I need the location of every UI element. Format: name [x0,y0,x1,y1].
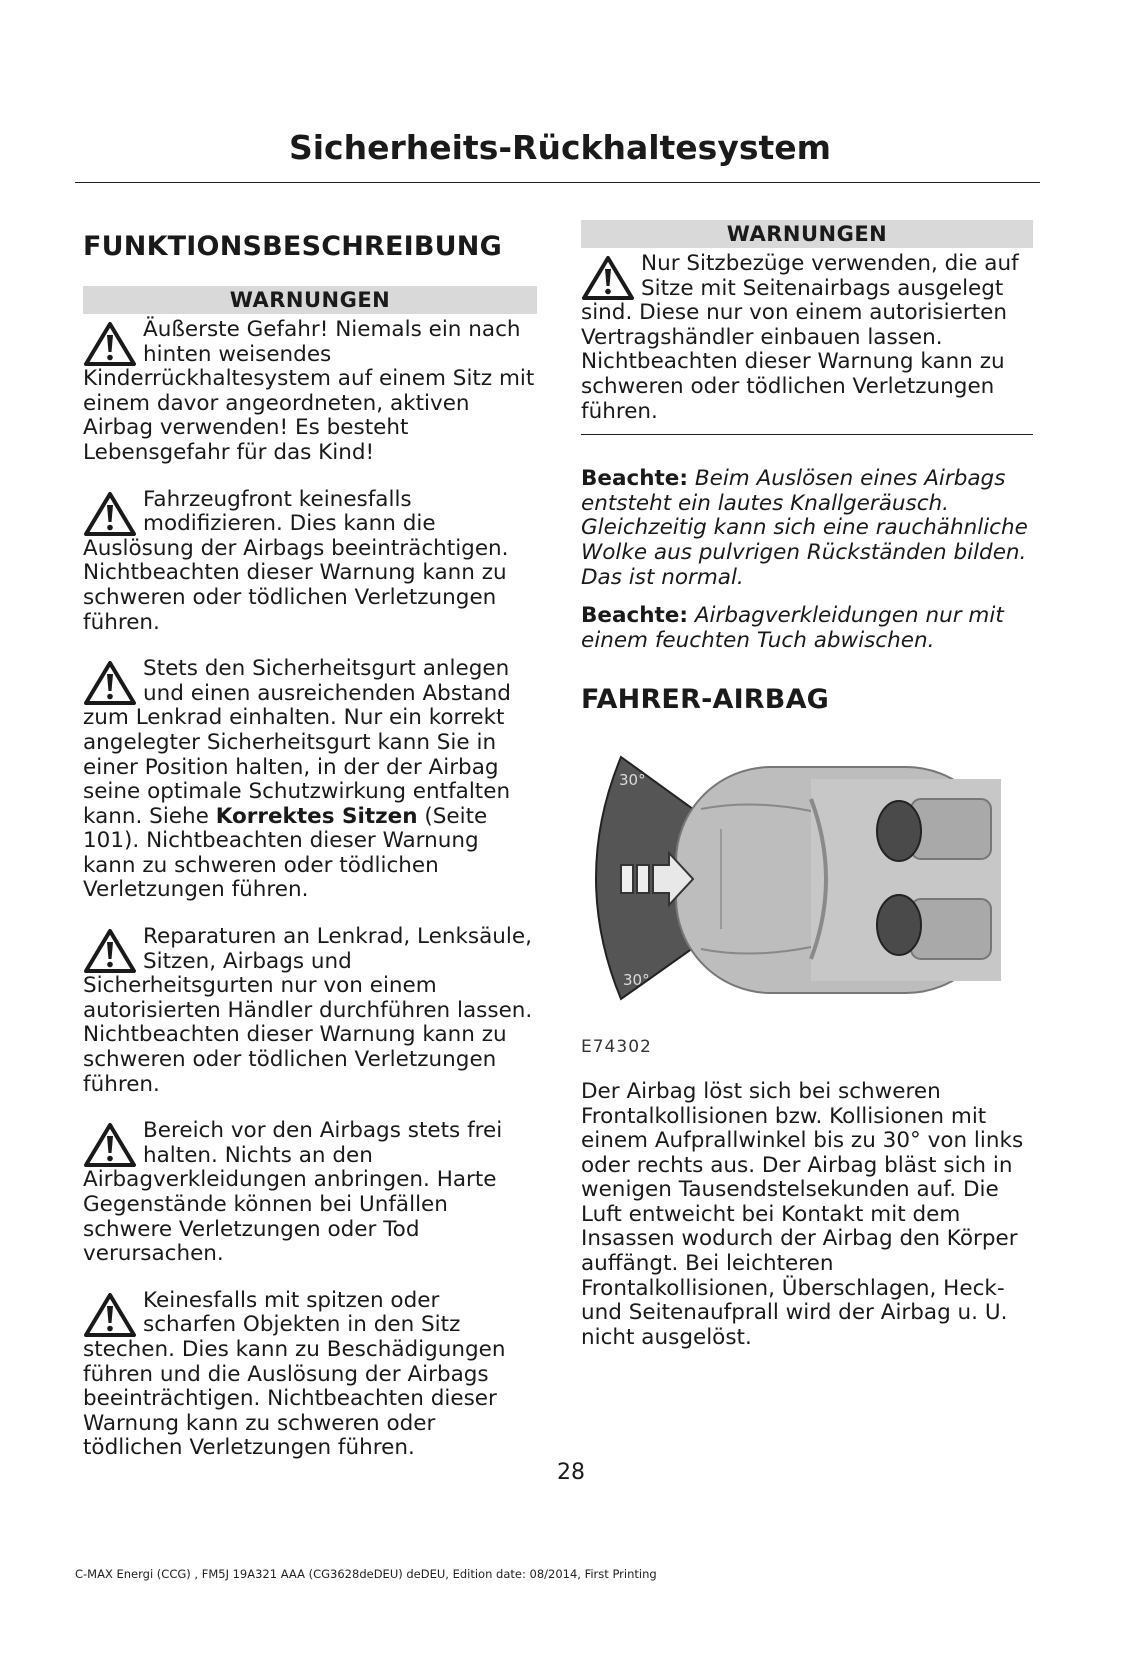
warnings-header: WARNUNGEN [83,286,537,314]
body-text: Der Airbag löst sich bei schweren Frontalkollisionen bzw. Kollisionen mit einem Aufprallwinkel bis zu 30° von links oder rechts aus. Der Airbag bläst sich in wenigen Tausendstelsekunden auf. Die Luft entweicht bei Kontakt mit dem Insassen wodurch der Airbag den Körper auffängt. Bei leichteren Frontalkollisionen, Überschlagen, Heck- und Seitenaufprall wird der Airbag u. U. nicht ausgelöst. [581,1078,1024,1350]
warning-item [581,252,1033,424]
right-column [581,220,1033,1350]
warning-item [83,488,537,636]
warning-triangle-icon [83,321,139,367]
cross-reference-link[interactable]: Korrektes Sitzen [215,803,418,829]
warning-triangle-icon [581,255,637,301]
warning-text: Reparaturen an Lenkrad, Lenksäule, Sitzen, Airbags und Sicherheitsgurten nur von einem autorisierten Händler durchführen lassen. Nichtbeachten dieser Warnung kann zu schweren oder tödlichen Verletzungen führen. [83,924,533,1097]
warning-triangle-icon [83,491,139,537]
warning-triangle-icon [83,1292,139,1338]
warning-item [83,318,537,466]
page-title: Sicherheits-Rückhaltesystem [288,128,832,167]
note-text: Beim Auslösen eines Airbags entsteht ein lautes Knallgeräusch. Gleichzeitig kann sich eine rauchähnliche Wolke aus pulvrigen Rückständen bilden. Das ist normal. [581,466,1028,590]
warning-item [83,1289,537,1461]
note-label: Beachte: [581,603,688,629]
warning-triangle-icon [83,1122,139,1168]
section-heading-funktionsbeschreibung: FUNKTIONSBESCHREIBUNG [83,231,502,262]
note-text: Airbagverkleidungen nur mit einem feuchten Tuch abwischen. [581,603,1004,653]
note-paragraph [581,467,1033,590]
note-paragraph [581,604,1033,653]
driver-airbag-figure [581,739,1001,1017]
warning-text: Fahrzeugfront keinesfalls modifizieren. Dies kann die Auslösung der Airbags beeinträchtigen. Nichtbeachten dieser Warnung kann zu schweren oder tödlichen Verletzungen führen. [83,486,509,635]
warning-triangle-icon [83,928,139,974]
warning-text: Bereich vor den Airbags stets frei halten. Nichts an den Airbagverkleidungen anbringen. Harte Gegenstände können bei Unfällen schwere Verletzungen oder Tod verursachen. [83,1118,503,1267]
warning-text: Nur Sitzbezüge verwenden, die auf Sitze mit Seitenairbags ausgelegt sind. Diese nur von einem autorisierten Vertragshändler einbauen lassen. Nichtbeachten dieser Warnung kann zu schweren oder tödlichen Verletzungen führen. [581,251,1019,424]
title-rule [75,182,1040,183]
warning-item [83,657,537,903]
section-heading-fahrer-airbag: FAHRER-AIRBAG [581,684,830,716]
note-label: Beachte: [581,466,688,492]
angle-label-top: 30° [619,771,646,790]
warning-triangle-icon [83,660,139,706]
page-number: 28 [557,1460,585,1485]
figure-code: E74302 [581,1037,652,1058]
warning-text: (Seite 101). Nichtbeachten dieser Warnung kann zu schweren oder tödlichen Verletzungen führen. [83,803,488,903]
warning-text: Keinesfalls mit spitzen oder scharfen Objekten in den Sitz stechen. Dies kann zu Beschädigungen führen und die Auslösung der Airbags beeinträchtigen. Nichtbeachten dieser Warnung kann zu schweren oder tödlichen Verletzungen führen. [83,1287,506,1461]
angle-label-bottom: 30° [623,971,650,990]
warnings-box [581,220,1033,435]
left-column [83,220,537,1461]
warning-text: Äußerste Gefahr! Niemals ein nach hinten weisendes Kinderrückhaltesystem auf einem Sitz mit einem davor angeordneten, aktiven Airbag verwenden! Es besteht Lebensgefahr für das Kind! [83,317,535,465]
warnings-header: WARNUNGEN [581,220,1033,248]
warning-text: Stets den Sicherheitsgurt anlegen und einen ausreichenden Abstand zum Lenkrad einhalten. Nur ein korrekt angelegter Sicherheitsgurt kann Sie in einer Position halten, in der der Airbag seine optimale Schutzwirkung entfalten kann. Siehe [83,656,511,829]
warning-item [83,925,537,1097]
warning-item [83,1119,537,1267]
footer: C-MAX Energi (CCG) , FM5J 19A321 AAA (CG3628deDEU) deDEU, Edition date: 08/2014, First Printing [75,1567,657,1581]
